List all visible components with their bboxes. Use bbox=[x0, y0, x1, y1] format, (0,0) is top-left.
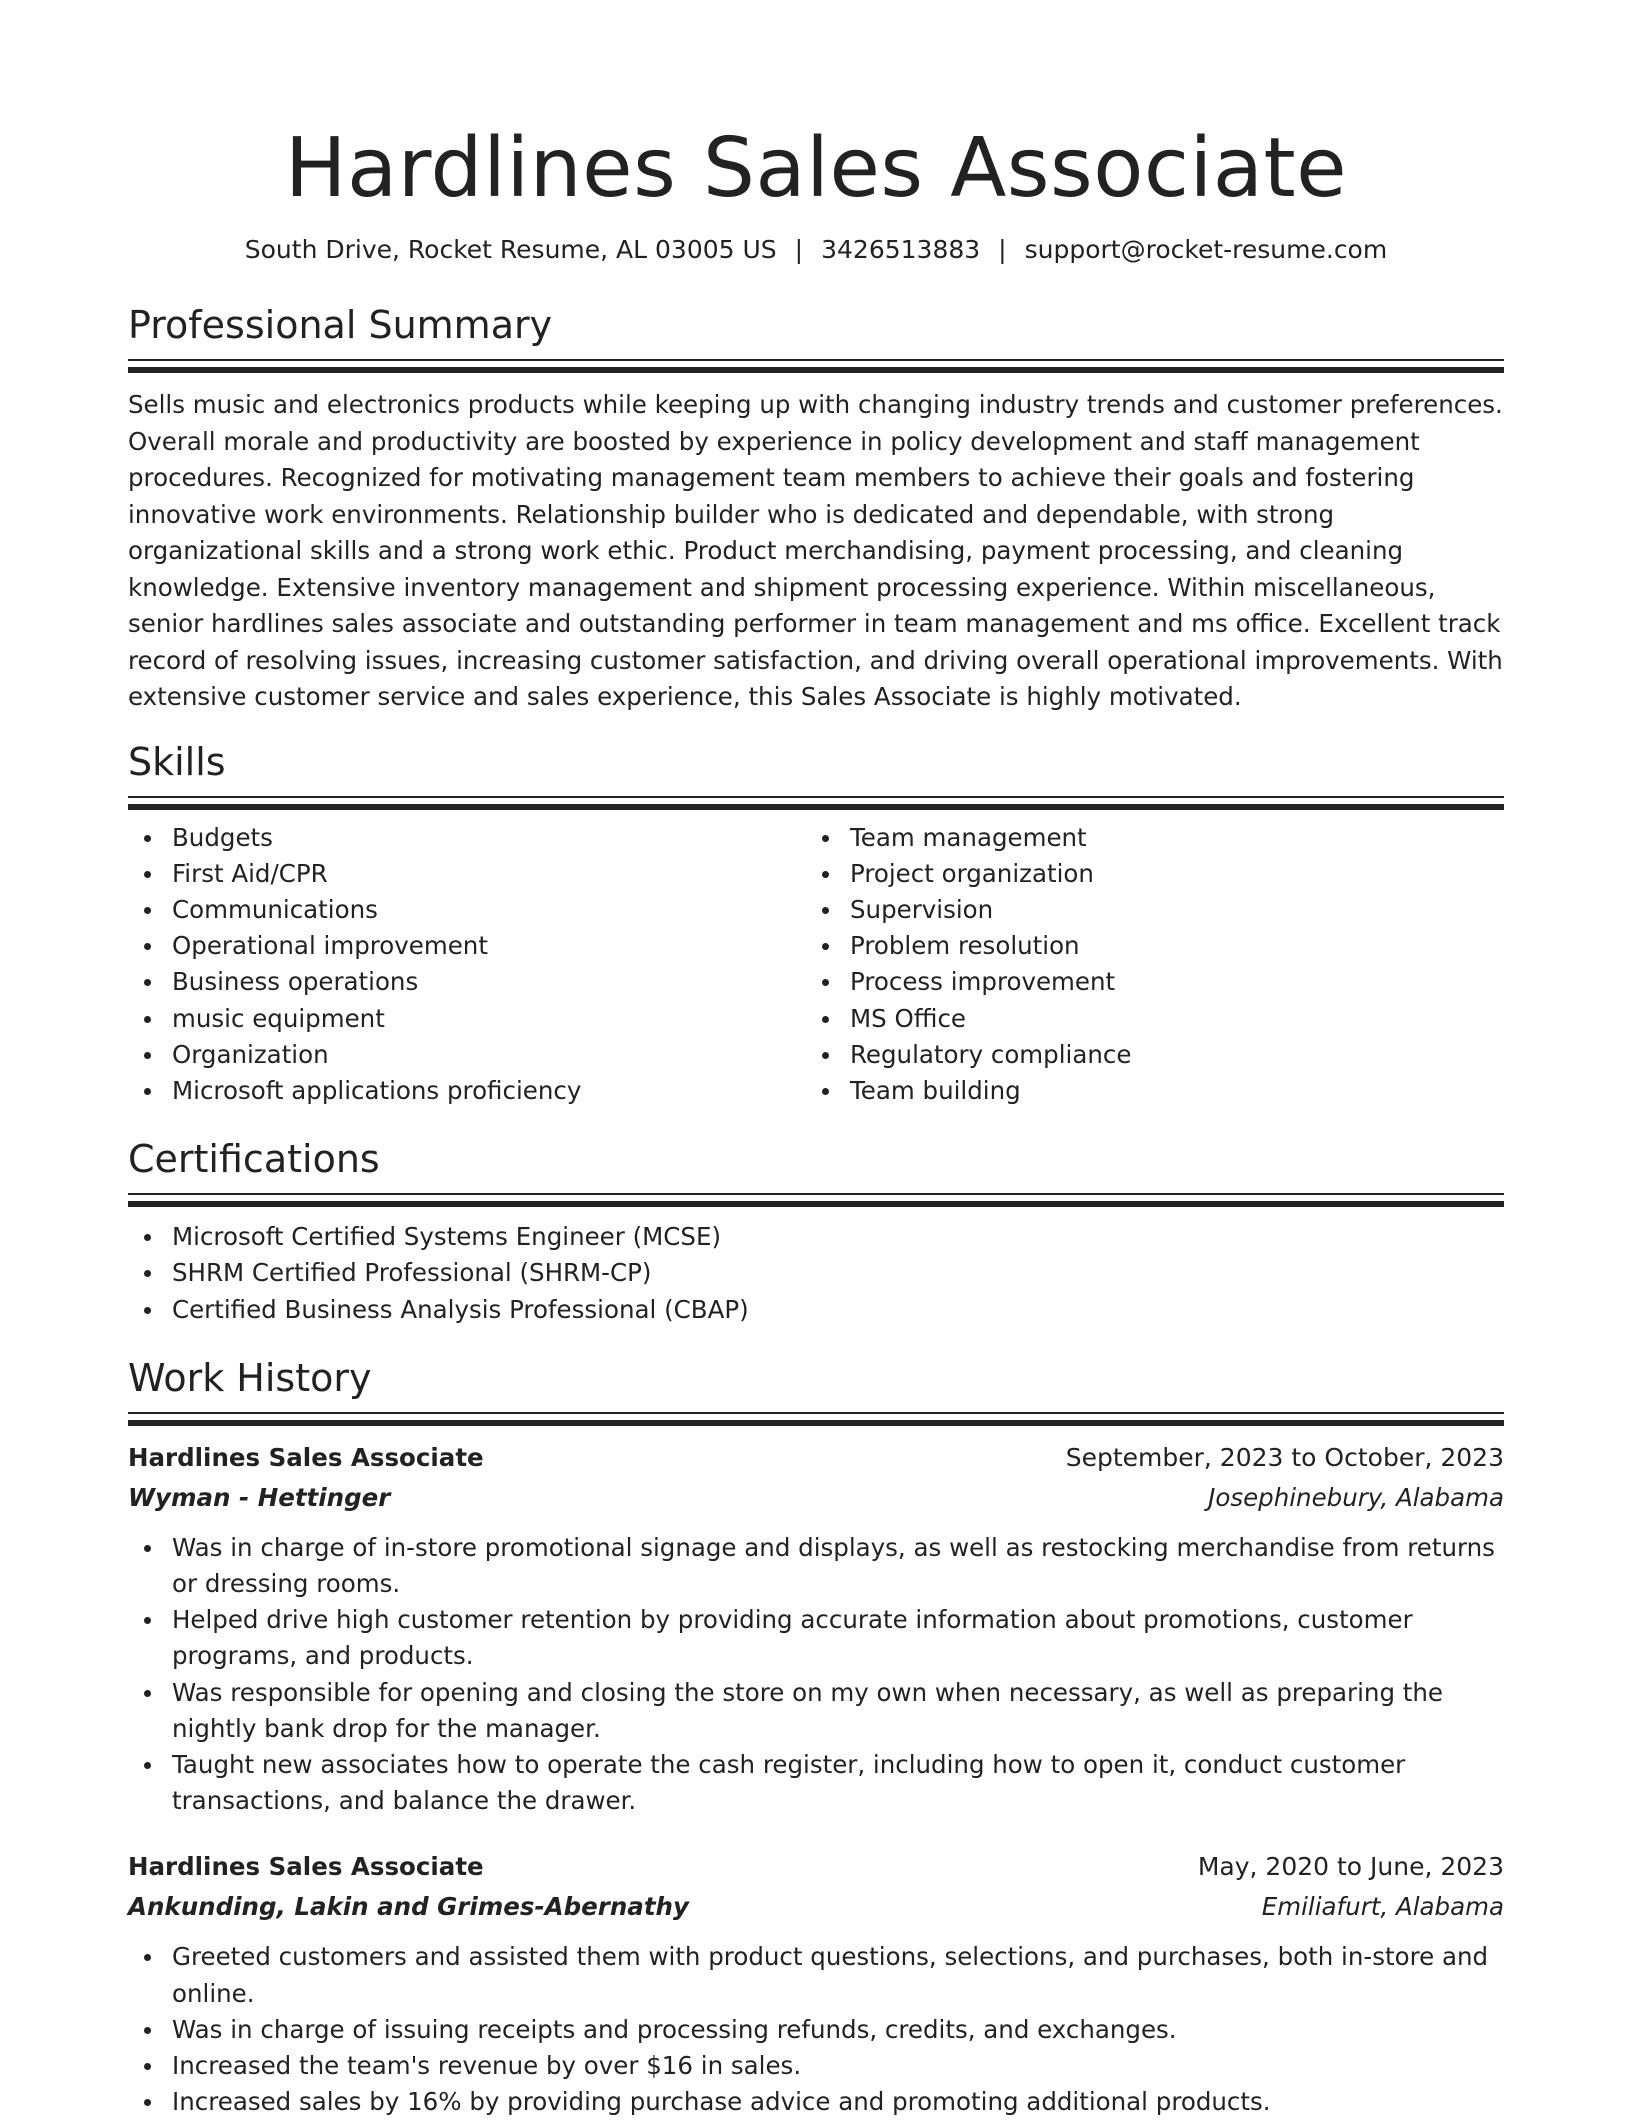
section-rule bbox=[128, 1193, 1504, 1207]
job-subheader bbox=[128, 1887, 1504, 1927]
skill-item: music equipment bbox=[128, 1001, 806, 1037]
job-bullets bbox=[128, 1530, 1504, 1820]
section-rule bbox=[128, 1412, 1504, 1426]
resume-page bbox=[128, 0, 1504, 2120]
skill-item: Team building bbox=[806, 1073, 1484, 1109]
job-header bbox=[128, 1438, 1504, 1478]
certifications-section bbox=[128, 1135, 1504, 1328]
job-bullet: Taught new associates how to operate the cash register, including how to open it, conduct customer transactions, and balance the drawer. bbox=[128, 1747, 1504, 1819]
resume-name: Hardlines Sales Associate bbox=[284, 121, 1348, 216]
job-bullet: Greeted customers and assisted them with product questions, selections, and purchases, both in-store and online. bbox=[128, 1939, 1504, 2011]
summary-heading: Professional Summary bbox=[128, 303, 553, 347]
job-location: Emiliafurt, Alabama bbox=[1261, 1892, 1504, 1922]
certifications-list bbox=[128, 1219, 1504, 1328]
skill-item: Supervision bbox=[806, 892, 1484, 928]
contact-separator: | bbox=[998, 235, 1007, 264]
job-company: Ankunding, Lakin and Grimes-Abernathy bbox=[128, 1892, 689, 1922]
certifications-heading: Certifications bbox=[128, 1137, 380, 1182]
job-dates: September, 2023 to October, 2023 bbox=[1065, 1442, 1504, 1472]
contact-email: support@rocket-resume.com bbox=[1024, 235, 1388, 264]
skill-item: Organization bbox=[128, 1037, 806, 1073]
skill-item: MS Office bbox=[806, 1001, 1484, 1037]
skill-item: Operational improvement bbox=[128, 928, 806, 964]
work-history-section bbox=[128, 1354, 1504, 2120]
skill-item: Budgets bbox=[128, 820, 806, 856]
skill-item: Regulatory compliance bbox=[806, 1037, 1484, 1073]
summary-section bbox=[128, 301, 1504, 716]
job-bullet: Increased sales by 16% by providing purchase advice and promoting additional products. bbox=[128, 2084, 1504, 2120]
job-title: Hardlines Sales Associate bbox=[128, 1852, 484, 1882]
job-bullet: Helped drive high customer retention by providing accurate information about promotions, customer programs, and products. bbox=[128, 1602, 1504, 1674]
skill-item: Problem resolution bbox=[806, 928, 1484, 964]
contact-phone: 3426513883 bbox=[821, 235, 981, 264]
contact-address: South Drive, Rocket Resume, AL 03005 US bbox=[244, 235, 777, 264]
job-entry bbox=[128, 1438, 1504, 1820]
job-dates: May, 2020 to June, 2023 bbox=[1197, 1852, 1504, 1882]
contact-line bbox=[128, 233, 1504, 267]
summary-text: Sells music and electronics products while keeping up with changing industry trends and customer preferences. Overall morale and productivity are boosted by experience in policy development and staff management procedures. Recognized for motivating management team members to achieve their goals and fostering innovative work environments. Relationship builder who is dedicated and dependable, with strong organizational skills and a strong work ethic. Product merchandising, payment processing, and cleaning knowledge. Extensive inventory management and shipment processing experience. Within miscellaneous, senior hardlines sales associate and outstanding performer in team management and ms office. Excellent track record of resolving issues, increasing customer satisfaction, and driving overall operational improvements. With extensive customer service and sales experience, this Sales Associate is highly motivated. bbox=[128, 390, 1503, 711]
contact-separator: | bbox=[794, 235, 804, 264]
job-bullet: Was in charge of issuing receipts and processing refunds, credits, and exchanges. bbox=[128, 2012, 1504, 2048]
skill-item: Communications bbox=[128, 892, 806, 928]
job-location: Josephinebury, Alabama bbox=[1208, 1482, 1504, 1512]
section-rule bbox=[128, 796, 1504, 810]
skills-section bbox=[128, 738, 1504, 1110]
job-bullet: Increased the team's revenue by over $16 in sales. bbox=[128, 2048, 1504, 2084]
job-bullets bbox=[128, 1939, 1504, 2120]
certification-item: Certified Business Analysis Professional (CBAP) bbox=[128, 1292, 1504, 1328]
job-subheader bbox=[128, 1478, 1504, 1518]
job-bullet: Was in charge of in-store promotional signage and displays, as well as restocking merchandise from returns or dressing rooms. bbox=[128, 1530, 1504, 1602]
job-entry bbox=[128, 1847, 1504, 2120]
skill-item: Microsoft applications proficiency bbox=[128, 1073, 806, 1109]
skill-item: First Aid/CPR bbox=[128, 856, 806, 892]
skill-item: Business operations bbox=[128, 964, 806, 1000]
section-rule bbox=[128, 359, 1504, 373]
work-history-heading: Work History bbox=[128, 1355, 372, 1400]
certification-item: SHRM Certified Professional (SHRM-CP) bbox=[128, 1255, 1504, 1291]
skill-item: Project organization bbox=[806, 856, 1484, 892]
job-bullet: Was responsible for opening and closing the store on my own when necessary, as well as preparing the nightly bank drop for the manager. bbox=[128, 1675, 1504, 1747]
skill-item: Team management bbox=[806, 820, 1484, 856]
skills-list-left bbox=[128, 820, 806, 1110]
job-company: Wyman - Hettinger bbox=[128, 1482, 391, 1512]
skills-list-right bbox=[806, 820, 1484, 1110]
skills-heading: Skills bbox=[128, 739, 226, 784]
certification-item: Microsoft Certified Systems Engineer (MCSE) bbox=[128, 1219, 1504, 1255]
job-title: Hardlines Sales Associate bbox=[128, 1442, 484, 1472]
skills-columns bbox=[128, 820, 1504, 1110]
skill-item: Process improvement bbox=[806, 964, 1484, 1000]
job-header bbox=[128, 1847, 1504, 1887]
